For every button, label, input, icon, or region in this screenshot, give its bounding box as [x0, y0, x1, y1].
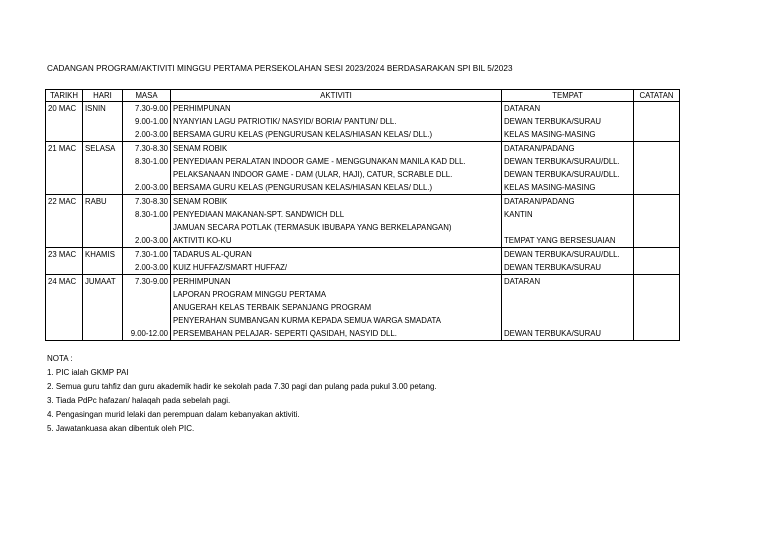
masa-text: 2.00-3.00 — [135, 183, 168, 192]
tarikh-cell — [46, 102, 83, 142]
tarikh-text: 23 MAC — [48, 250, 77, 259]
tempat-text: DEWAN TERBUKA/SURAU/DLL. — [504, 170, 620, 179]
hari-text: JUMAAT — [85, 277, 116, 286]
tarikh-cell — [46, 275, 83, 341]
note-item: 5. Jawatankuasa akan dibentuk oleh PIC. — [47, 424, 195, 433]
aktiviti-text: PERHIMPUNAN — [173, 277, 231, 286]
tempat-text: DEWAN TERBUKA/SURAU — [504, 263, 602, 272]
header-catatan: CATATAN — [634, 90, 680, 102]
day-row — [46, 275, 680, 341]
masa-text: 7.30-9.00 — [135, 104, 168, 113]
note-item: 1. PIC ialah GKMP PAI — [47, 368, 129, 377]
day-row — [46, 248, 680, 275]
hari-cell — [83, 195, 123, 248]
note-item: 4. Pengasingan murid lelaki dan perempuan dalam kebanyakan aktiviti. — [47, 410, 300, 419]
tempat-cell — [502, 142, 634, 195]
aktiviti-cell — [171, 195, 502, 248]
aktiviti-text: KUIZ HUFFAZ/SMART HUFFAZ/ — [173, 263, 288, 272]
catatan-cell — [634, 248, 680, 275]
masa-text: 7.30-9.00 — [135, 277, 168, 286]
header-hari: HARI — [83, 90, 123, 102]
masa-text: 2.00-3.00 — [135, 236, 168, 245]
masa-text — [123, 288, 170, 301]
aktiviti-cell — [171, 275, 502, 341]
tarikh-cell — [46, 142, 83, 195]
aktiviti-text: PENYEDIAAN MAKANAN-SPT. SANDWICH DLL — [173, 210, 345, 219]
masa-text — [123, 314, 170, 327]
tempat-text — [502, 288, 633, 301]
hari-text: KHAMIS — [85, 250, 115, 259]
tempat-text: KELAS MASING-MASING — [504, 130, 596, 139]
tempat-text: DEWAN TERBUKA/SURAU/DLL. — [504, 250, 620, 259]
aktiviti-text: JAMUAN SECARA POTLAK (TERMASUK IBUBAPA YANG BERKELAPANGAN) — [173, 223, 452, 232]
masa-cell — [123, 102, 171, 142]
aktiviti-text: PELAKSANAAN INDOOR GAME - DAM (ULAR, HAJI), CATUR, SCRABLE DLL. — [173, 170, 453, 179]
masa-text: 2.00-3.00 — [135, 130, 168, 139]
tempat-text: KELAS MASING-MASING — [504, 183, 596, 192]
tempat-text — [502, 314, 633, 327]
note-item: 3. Tiada PdPc hafazan/ halaqah pada sebelah pagi. — [47, 396, 231, 405]
tempat-cell — [502, 195, 634, 248]
aktiviti-text: PENYEDIAAN PERALATAN INDOOR GAME - MENGGUNAKAN MANILA KAD DLL. — [173, 157, 466, 166]
masa-cell — [123, 248, 171, 275]
tempat-cell — [502, 248, 634, 275]
aktiviti-text: BERSAMA GURU KELAS (PENGURUSAN KELAS/HIASAN KELAS/ DLL.) — [173, 183, 433, 192]
aktiviti-text: PERSEMBAHAN PELAJAR- SEPERTI QASIDAH, NASYID DLL. — [173, 329, 397, 338]
tempat-text: TEMPAT YANG BERSESUAIAN — [504, 236, 616, 245]
masa-text: 7.30-1.00 — [135, 250, 168, 259]
catatan-cell — [634, 142, 680, 195]
day-row — [46, 195, 680, 248]
catatan-cell — [634, 195, 680, 248]
schedule-body — [46, 102, 680, 341]
hari-cell — [83, 248, 123, 275]
masa-text: 9.00-1.00 — [135, 117, 168, 126]
tempat-text — [502, 301, 633, 314]
note-item: 2. Semua guru tahfiz dan guru akademik hadir ke sekolah pada 7.30 pagi dan pulang pada pukul 3.00 petang. — [47, 382, 437, 391]
masa-cell — [123, 142, 171, 195]
tempat-text: DATARAN — [504, 104, 541, 113]
aktiviti-text: PERHIMPUNAN — [173, 104, 231, 113]
header-tarikh: TARIKH — [46, 90, 83, 102]
day-row — [46, 142, 680, 195]
tempat-text: DEWAN TERBUKA/SURAU — [504, 329, 602, 338]
masa-text: 8.30-1.00 — [135, 157, 168, 166]
notes-heading: NOTA : — [47, 354, 73, 363]
tarikh-text: 24 MAC — [48, 277, 77, 286]
hari-cell — [83, 102, 123, 142]
tempat-text: DATARAN/PADANG — [504, 144, 575, 153]
masa-text: 2.00-3.00 — [135, 263, 168, 272]
masa-text — [123, 221, 170, 234]
hari-cell — [83, 275, 123, 341]
document-title: CADANGAN PROGRAM/AKTIVITI MINGGU PERTAMA PERSEKOLAHAN SESI 2023/2024 BERDASARAKAN SPI BIL 5/2023 — [47, 64, 513, 73]
aktiviti-text: LAPORAN PROGRAM MINGGU PERTAMA — [173, 290, 327, 299]
catatan-cell — [634, 102, 680, 142]
tempat-cell — [502, 102, 634, 142]
masa-text: 9.00-12.00 — [130, 329, 168, 338]
hari-text: RABU — [85, 197, 107, 206]
tempat-cell — [502, 275, 634, 341]
aktiviti-text: TADARUS AL-QURAN — [173, 250, 252, 259]
table-header-row — [46, 90, 680, 102]
notes-section — [47, 352, 437, 436]
catatan-cell — [634, 275, 680, 341]
aktiviti-cell — [171, 248, 502, 275]
tempat-text: KANTIN — [504, 210, 533, 219]
tempat-text: DATARAN/PADANG — [504, 197, 575, 206]
aktiviti-text: BERSAMA GURU KELAS (PENGURUSAN KELAS/HIASAN KELAS/ DLL.) — [173, 130, 433, 139]
masa-text — [123, 301, 170, 314]
tempat-text — [502, 221, 633, 234]
hari-cell — [83, 142, 123, 195]
aktiviti-text: SENAM ROBIK — [173, 144, 228, 153]
masa-cell — [123, 195, 171, 248]
header-aktiviti: AKTIVITI — [171, 90, 502, 102]
hari-text: ISNIN — [85, 104, 106, 113]
hari-text: SELASA — [85, 144, 116, 153]
aktiviti-text: NYANYIAN LAGU PATRIOTIK/ NASYID/ BORIA/ PANTUN/ DLL. — [173, 117, 397, 126]
tarikh-text: 20 MAC — [48, 104, 77, 113]
masa-cell — [123, 275, 171, 341]
day-row — [46, 102, 680, 142]
tempat-text: DEWAN TERBUKA/SURAU/DLL. — [504, 157, 620, 166]
tarikh-text: 21 MAC — [48, 144, 77, 153]
tarikh-cell — [46, 195, 83, 248]
header-masa: MASA — [123, 90, 171, 102]
tempat-text: DEWAN TERBUKA/SURAU — [504, 117, 602, 126]
masa-text: 7.30-8.30 — [135, 144, 168, 153]
aktiviti-text: PENYERAHAN SUMBANGAN KURMA KEPADA SEMUA WARGA SMADATA — [173, 316, 441, 325]
aktiviti-cell — [171, 142, 502, 195]
masa-text: 8.30-1.00 — [135, 210, 168, 219]
tarikh-text: 22 MAC — [48, 197, 77, 206]
aktiviti-text: AKTIVITI KO-KU — [173, 236, 232, 245]
masa-text: 7.30-8.30 — [135, 197, 168, 206]
masa-text — [123, 168, 170, 181]
tempat-text: DATARAN — [504, 277, 541, 286]
aktiviti-cell — [171, 102, 502, 142]
aktiviti-text: SENAM ROBIK — [173, 197, 228, 206]
schedule-table — [45, 89, 680, 341]
header-tempat: TEMPAT — [502, 90, 634, 102]
aktiviti-text: ANUGERAH KELAS TERBAIK SEPANJANG PROGRAM — [173, 303, 372, 312]
tarikh-cell — [46, 248, 83, 275]
